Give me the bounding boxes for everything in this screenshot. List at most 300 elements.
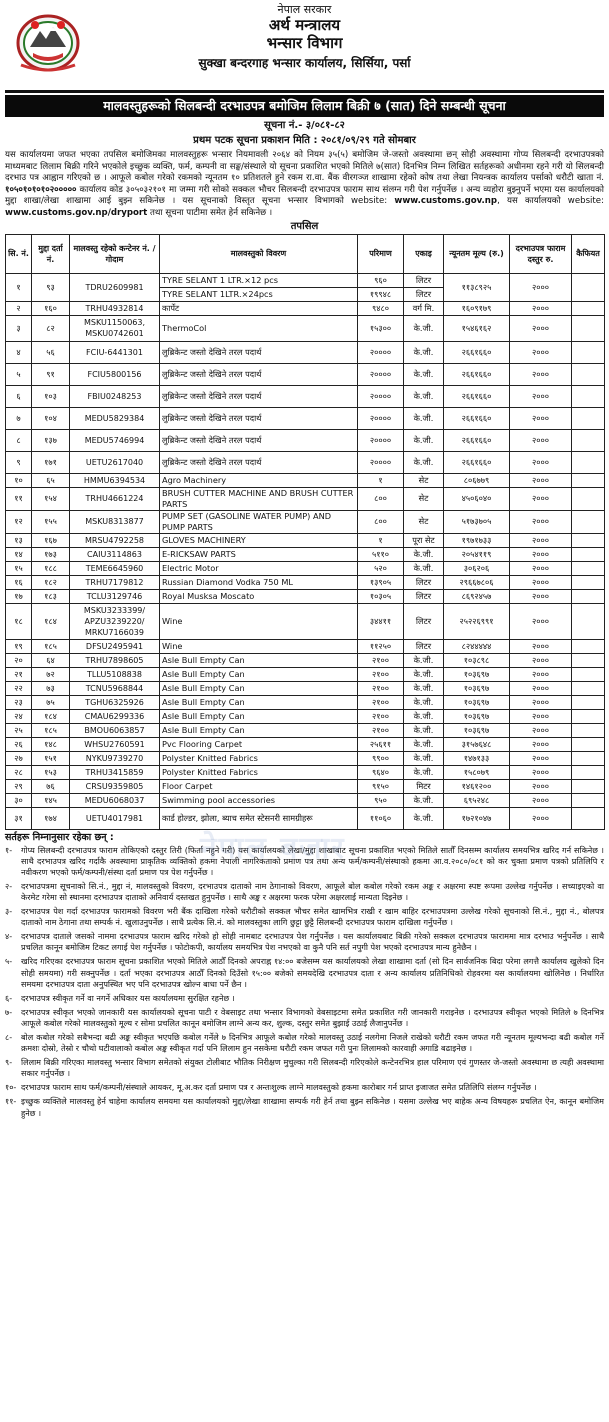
table-row — [6, 451, 605, 473]
table-body — [6, 273, 605, 829]
remarks — [572, 575, 605, 589]
unit: के.जी. — [404, 765, 444, 779]
item-description: Royal Musksa Moscato — [160, 589, 358, 603]
item-description: लुब्रिकेन्ट जस्तो देखिने तरल पदार्थ — [160, 407, 358, 429]
serial-number: २७ — [6, 751, 32, 765]
unit: लिटर — [404, 273, 444, 287]
unit: पूरा सेट — [404, 533, 444, 547]
quantity: १९९४८ — [358, 287, 404, 301]
minimum-price: २६६१६६० — [444, 407, 510, 429]
serial-number: २६ — [6, 737, 32, 751]
serial-number: ५ — [6, 363, 32, 385]
case-number: ६५ — [32, 473, 70, 487]
case-number: १७४ — [32, 807, 70, 829]
container-number: TRHU4932814 — [70, 301, 160, 315]
serial-number: १५ — [6, 561, 32, 575]
minimum-price: ११३८९२५ — [444, 273, 510, 301]
container-number: FCIU-6441301 — [70, 341, 160, 363]
unit: के.जी. — [404, 695, 444, 709]
unit: के.जी. — [404, 315, 444, 341]
form-fee: २००० — [510, 407, 572, 429]
case-number: १५१ — [32, 751, 70, 765]
container-number: MSKU8313877 — [70, 510, 160, 533]
case-number: १५३ — [32, 765, 70, 779]
form-fee: २००० — [510, 589, 572, 603]
table-caption: तपसिल — [290, 220, 319, 232]
column-header: कैफियत — [572, 234, 605, 273]
condition-item — [5, 1032, 604, 1054]
unit: के.जी. — [404, 807, 444, 829]
account-number: १०५०१०१०१०२००००० — [5, 184, 77, 195]
serial-number: २३ — [6, 695, 32, 709]
table-row — [6, 561, 605, 575]
condition-text: इच्छुक व्यक्तिले मालवस्तु हेर्न चाहेमा कार्यालय समयमा यस कार्यालयको मुद्दा/लेखा शाखामा सम्पर्क गरी हेर्न तथा बुझ्न सकिनेछ । यसमा उल्लेख भए बाहेक अन्य विषयहरू प्रचलित ऐन, कानून बमोजिम हुनेछ । — [21, 1096, 604, 1118]
case-number: ७५ — [32, 695, 70, 709]
unit: के.जी. — [404, 681, 444, 695]
quantity: ८०० — [358, 487, 404, 510]
unit: के.जी. — [404, 451, 444, 473]
watermark: नेपाल बजार — [200, 831, 346, 866]
minimum-price: १०३६९७ — [444, 667, 510, 681]
form-fee: २००० — [510, 653, 572, 667]
condition-number: ३- — [5, 906, 13, 917]
column-header: परिमाण — [358, 234, 404, 273]
case-number: ५६ — [32, 341, 70, 363]
quantity: २१०० — [358, 709, 404, 723]
table-row — [6, 751, 605, 765]
item-description: Electric Motor — [160, 561, 358, 575]
container-number: TCNU5968844 — [70, 681, 160, 695]
remarks — [572, 589, 605, 603]
condition-item — [5, 1096, 604, 1118]
quantity: ९१५० — [358, 779, 404, 793]
minimum-price: २६६१६६० — [444, 363, 510, 385]
form-fee: २००० — [510, 451, 572, 473]
column-header: दरभाउपत्र फाराम दस्तुर रु. — [510, 234, 572, 273]
table-row — [6, 407, 605, 429]
minimum-price: १४६१२०० — [444, 779, 510, 793]
container-number: TDRU2609981 — [70, 273, 160, 301]
unit: के.जी. — [404, 653, 444, 667]
quantity: २१०० — [358, 681, 404, 695]
remarks — [572, 737, 605, 751]
form-fee: २००० — [510, 510, 572, 533]
case-number: १८८ — [32, 561, 70, 575]
unit: सेट — [404, 473, 444, 487]
condition-item — [5, 1007, 604, 1029]
remarks — [572, 751, 605, 765]
quantity: २१०० — [358, 667, 404, 681]
case-number: १८४ — [32, 603, 70, 639]
serial-number: १९ — [6, 639, 32, 653]
item-description: Asle Bull Empty Can — [160, 681, 358, 695]
unit: के.जी. — [404, 737, 444, 751]
minimum-price: २६६१६६० — [444, 385, 510, 407]
quantity: १५३०० — [358, 315, 404, 341]
minimum-price: १०३६९७ — [444, 695, 510, 709]
condition-number: ५- — [5, 956, 13, 967]
remarks — [572, 301, 605, 315]
table-row — [6, 533, 605, 547]
quantity: २५६११ — [358, 737, 404, 751]
quantity: २०००० — [358, 363, 404, 385]
minimum-price: ४५०६०४० — [444, 487, 510, 510]
serial-number: १८ — [6, 603, 32, 639]
condition-number: १०- — [5, 1082, 17, 1093]
form-fee: २००० — [510, 301, 572, 315]
quantity: ५२० — [358, 561, 404, 575]
conditions-list — [5, 845, 604, 1119]
form-fee: २००० — [510, 667, 572, 681]
condition-item — [5, 1057, 604, 1079]
unit: के.जी. — [404, 793, 444, 807]
serial-number: ६ — [6, 385, 32, 407]
department-name: भन्सार विभाग — [266, 34, 343, 52]
remarks — [572, 473, 605, 487]
container-number: TRHU3415859 — [70, 765, 160, 779]
minimum-price: २६६१६६० — [444, 429, 510, 451]
form-fee: २००० — [510, 723, 572, 737]
case-number: ७३ — [32, 681, 70, 695]
container-number: BMOU6063857 — [70, 723, 160, 737]
unit: मिटर — [404, 779, 444, 793]
serial-number: ३१ — [6, 807, 32, 829]
form-fee: २००० — [510, 273, 572, 301]
condition-text: दरभाउपत्रमा सूचनाको सि.नं., मुद्दा नं, मालवस्तुको विवरण, दरभाउपत्र दाताको नाम ठेगानाको विवरण, आफूले बोल कबोल गरेको रकम अङ्क र अक्षरमा स्पष्ट रूपमा उल्लेख गर्नुपर्नेछ । सच्याइएको वा केरमेट गरेमा सो स्थानमा दरभाउपत्र दाताको अनिवार्य दस्तखत हुनुपर्नेछ । साथै अङ्क र अक्षरमा फरक परेमा अक्षरलाई मान्यता दिइनेछ । — [21, 880, 604, 902]
item-description: Asle Bull Empty Can — [160, 653, 358, 667]
table-row — [6, 681, 605, 695]
table-row — [6, 315, 605, 341]
case-number: १८२ — [32, 575, 70, 589]
minimum-price: १७२१०४७ — [444, 807, 510, 829]
container-number: CAIU3114863 — [70, 547, 160, 561]
quantity: ८०० — [358, 510, 404, 533]
remarks — [572, 765, 605, 779]
condition-number: ७- — [5, 1006, 13, 1017]
condition-number: ६- — [5, 992, 13, 1003]
column-header: मुद्दा दर्ता नं. — [32, 234, 70, 273]
item-description: PUMP SET (GASOLINE WATER PUMP) AND PUMP PARTS — [160, 510, 358, 533]
minimum-price: २०५४११९ — [444, 547, 510, 561]
form-fee: २००० — [510, 765, 572, 779]
container-number: FCIU5800156 — [70, 363, 160, 385]
quantity: १ — [358, 533, 404, 547]
condition-number: ८- — [5, 1031, 13, 1042]
container-number: TRHU7898605 — [70, 653, 160, 667]
minimum-price: १०३६९७ — [444, 709, 510, 723]
container-number: UETU2617040 — [70, 451, 160, 473]
form-fee: २००० — [510, 779, 572, 793]
serial-number: २४ — [6, 709, 32, 723]
quantity: ९६० — [358, 273, 404, 287]
unit: लिटर — [404, 603, 444, 639]
unit: सेट — [404, 487, 444, 510]
item-description: E-RICKSAW PARTS — [160, 547, 358, 561]
item-description: Pvc Flooring Carpet — [160, 737, 358, 751]
customs-website-link[interactable]: www.customs.gov.np — [394, 196, 498, 207]
quantity: ३४४११ — [358, 603, 404, 639]
form-fee: २००० — [510, 487, 572, 510]
item-description: BRUSH CUTTER MACHINE AND BRUSH CUTTER PARTS — [160, 487, 358, 510]
dryport-website-link[interactable]: www.customs.gov.np/dryport — [5, 207, 148, 218]
serial-number: २५ — [6, 723, 32, 737]
condition-text: दरभाउपत्र स्वीकृत भएको जानकारी यस कार्यालयको सूचना पाटी र वेबसाइट तथा भन्सार विभागको वेबसाइटमा समेत प्रकाशित गरी जानकारी गराइनेछ । दरभाउपत्र स्वीकृत भएको मितिले ७ दिनभित्र आफूले कबोल गरेको मालवस्तुको मूल्य र सोमा प्रचलित कानून बमोजिम लाग्ने अन्य कर, शुल्क, दस्तुर समेत बुझाई उठाई लैजानुपर्नेछ । — [21, 1006, 604, 1028]
container-number: CRSU9359805 — [70, 779, 160, 793]
form-fee: २००० — [510, 429, 572, 451]
container-number: TLLU5108838 — [70, 667, 160, 681]
remarks — [572, 451, 605, 473]
minimum-price: २९६६७८०६ — [444, 575, 510, 589]
serial-number: २८ — [6, 765, 32, 779]
item-description: Asle Bull Empty Can — [160, 695, 358, 709]
intro-text-4: तथा सूचना पाटीमा समेत हेर्न सकिनेछ । — [147, 207, 273, 218]
unit: के.जी. — [404, 407, 444, 429]
unit: के.जी. — [404, 547, 444, 561]
remarks — [572, 603, 605, 639]
table-row — [6, 765, 605, 779]
minimum-price: ८२४४४४४ — [444, 639, 510, 653]
remarks — [572, 363, 605, 385]
item-description: GLOVES MACHINERY — [160, 533, 358, 547]
container-number: MEDU5829384 — [70, 407, 160, 429]
item-description: Wine — [160, 639, 358, 653]
condition-text: दरभाउपत्र फाराम साथ फर्म/कम्पनी/संस्थाले आयकर, मू.अ.कर दर्ता प्रमाण पत्र र अन्तःशुल्क लाग्ने मालवस्तुको हकमा कारोबार गर्न प्राप्त इजाजत समेत प्रतिलिपि संलग्न गर्नुपर्नेछ । — [21, 1082, 537, 1093]
form-fee: २००० — [510, 315, 572, 341]
container-number: TGHU6325926 — [70, 695, 160, 709]
form-fee: २००० — [510, 473, 572, 487]
quantity: ९६४० — [358, 765, 404, 779]
serial-number: २२ — [6, 681, 32, 695]
form-fee: २००० — [510, 561, 572, 575]
table-row — [6, 653, 605, 667]
serial-number: १४ — [6, 547, 32, 561]
form-fee: २००० — [510, 639, 572, 653]
remarks — [572, 547, 605, 561]
condition-text: दरभाउपत्र पेश गर्दा दरभाउपत्र फारामको विवरण भरी बैंक दाखिला गरेको धरौटीको सक्कल भौचर समेत खामभित्र राखी र खाम बाहिर दरभाउपत्रमा उल्लेख गरेको सूचनाको सि.नं., मुद्दा नं., बोलपत्र दाताको नाम ठेगाना तथा सम्पर्क नं. खुलाउनुपर्नेछ । साथै प्रत्येक सि.नं. को मालवस्तुका लागि छुट्टा छुट्टै सिलबन्दी दरभाउपत्र फाराम दाखिला गर्नुपर्नेछ । — [21, 906, 604, 928]
container-number: NYKU9739270 — [70, 751, 160, 765]
table-row — [6, 695, 605, 709]
office-name: सुक्खा बन्दरगाह भन्सार कार्यालय, सिर्सिया, पर्सा — [198, 56, 411, 70]
table-row — [6, 723, 605, 737]
unit: सेट — [404, 510, 444, 533]
remarks — [572, 385, 605, 407]
condition-number: १- — [5, 844, 13, 855]
unit: के.जी. — [404, 561, 444, 575]
table-row — [6, 737, 605, 751]
condition-text: दरभाउपत्र दाताले जसको नाममा दरभाउपत्र फाराम खरिद गरेको हो सोही नामबाट दरभाउपत्र पेश गर्नुपर्नेछ । यस कार्यालयबाट बिक्री गरेको सक्कल दरभाउपत्र फाराममा मात्र दरभाउ भर्नुपर्नेछ । साथै प्रचलित कानून बमोजिम टिकट लगाई पेश गर्नुपर्नेछ । फोटोकपी, कार्यालय समयभित्र पेश नभएको वा कुनै पनि सर्त नपुगी पेश भएको दरभाउपत्र मान्य हुनेछैन । — [21, 931, 604, 953]
table-row — [6, 510, 605, 533]
minimum-price: ५१७३७०५ — [444, 510, 510, 533]
case-number: १४८ — [32, 737, 70, 751]
form-fee: २००० — [510, 385, 572, 407]
table-row — [6, 429, 605, 451]
case-number: १८३ — [32, 589, 70, 603]
column-header: सि. नं. — [6, 234, 32, 273]
serial-number: २ — [6, 301, 32, 315]
intro-paragraph — [5, 150, 604, 220]
minimum-price: १०३६९७ — [444, 681, 510, 695]
remarks — [572, 429, 605, 451]
serial-number: ११ — [6, 487, 32, 510]
quantity: २०००० — [358, 451, 404, 473]
condition-item — [5, 1082, 604, 1093]
container-number: TEME6645960 — [70, 561, 160, 575]
condition-number: ९- — [5, 1057, 13, 1068]
remarks — [572, 639, 605, 653]
container-number: HMMU6394534 — [70, 473, 160, 487]
remarks — [572, 315, 605, 341]
minimum-price: १०३६९७ — [444, 723, 510, 737]
case-number: १४५ — [32, 793, 70, 807]
form-fee: २००० — [510, 681, 572, 695]
table-row — [6, 779, 605, 793]
serial-number: १३ — [6, 533, 32, 547]
container-number: TCLU3129746 — [70, 589, 160, 603]
table-header-row — [6, 234, 605, 273]
container-number: MEDU5746994 — [70, 429, 160, 451]
remarks — [572, 793, 605, 807]
minimum-price: २६६१६६० — [444, 341, 510, 363]
case-number: १६० — [32, 301, 70, 315]
conditions-title: सर्तहरू निम्नानुसार रहेका छन् : — [5, 831, 114, 843]
item-description: Agro Machinery — [160, 473, 358, 487]
item-description: Polyster Knitted Fabrics — [160, 751, 358, 765]
quantity: २१०० — [358, 653, 404, 667]
remarks — [572, 695, 605, 709]
minimum-price: १६०९१७९ — [444, 301, 510, 315]
condition-number: ४- — [5, 931, 13, 942]
minimum-price: १५४६१६२ — [444, 315, 510, 341]
unit: के.जी. — [404, 667, 444, 681]
quantity: ९९०० — [358, 751, 404, 765]
minimum-price: ३०६२०६ — [444, 561, 510, 575]
minimum-price: ८०६७७९ — [444, 473, 510, 487]
condition-text: बोल कबोल गरेको सबैभन्दा बढी अङ्क स्वीकृत भएपछि कबोल गर्नेले ७ दिनभित्र आफूले कबोल गरेको मालवस्तु उठाई नलगेमा निजले राखेको धरौटी रकम जफत गरी न्यूनतम मूल्यभन्दा बढी कबोल गर्ने क्रमशः दोस्रो, तेस्रो र चौथो घटीवालाको कबोल अङ्क स्वीकृत गर्दा पनि लिलाम हुन नसकेमा धरौटी रकम जफत गरी पुनः लिलामको कारवाही अगाडि बढाइनेछ । — [21, 1031, 604, 1054]
item-description: ThermoCol — [160, 315, 358, 341]
unit: लिटर — [404, 639, 444, 653]
case-number: १८५ — [32, 723, 70, 737]
case-number: ६४ — [32, 653, 70, 667]
table-row — [6, 363, 605, 385]
item-description: Floor Carpet — [160, 779, 358, 793]
case-number: ७२ — [32, 667, 70, 681]
container-number: TRHU4661224 — [70, 487, 160, 510]
table-row — [6, 487, 605, 510]
remarks — [572, 681, 605, 695]
publication-date: प्रथम पटक सूचना प्रकाशन मिति : २०८१/०९/२९ गते सोमबार — [193, 135, 416, 146]
case-number: १५४ — [32, 487, 70, 510]
case-number: १७३ — [32, 547, 70, 561]
remarks — [572, 667, 605, 681]
quantity: १३९०५ — [358, 575, 404, 589]
form-fee: २००० — [510, 575, 572, 589]
unit: के.जी. — [404, 709, 444, 723]
header — [5, 3, 604, 87]
table-row — [6, 603, 605, 639]
unit: लिटर — [404, 287, 444, 301]
form-fee: २००० — [510, 793, 572, 807]
form-fee: २००० — [510, 709, 572, 723]
condition-text: दरभाउपत्र स्वीकृत गर्ने वा नगर्ने अधिकार यस कार्यालयमा सुरक्षित रहनेछ । — [21, 992, 235, 1003]
column-header: एकाइ — [404, 234, 444, 273]
table-row — [6, 589, 605, 603]
case-number: १८४ — [32, 709, 70, 723]
remarks — [572, 653, 605, 667]
minimum-price: ८६९२४५७ — [444, 589, 510, 603]
minimum-price: १९७१७३३ — [444, 533, 510, 547]
minimum-price: १५८०७९ — [444, 765, 510, 779]
unit: के.जी. — [404, 385, 444, 407]
item-description: लुब्रिकेन्ट जस्तो देखिने तरल पदार्थ — [160, 363, 358, 385]
table-row — [6, 385, 605, 407]
container-number: FBIU0248253 — [70, 385, 160, 407]
item-description: TYRE SELANT 1 LTR.×12 pcs — [160, 273, 358, 287]
unit: के.जी. — [404, 429, 444, 451]
form-fee: २००० — [510, 751, 572, 765]
case-number: १८५ — [32, 639, 70, 653]
container-number: MRSU4792258 — [70, 533, 160, 547]
case-number: १५५ — [32, 510, 70, 533]
form-fee: २००० — [510, 341, 572, 363]
item-description: Polyster Knitted Fabrics — [160, 765, 358, 779]
unit: के.जी. — [404, 363, 444, 385]
serial-number: १२ — [6, 510, 32, 533]
quantity: २१०० — [358, 723, 404, 737]
quantity: २०००० — [358, 407, 404, 429]
condition-number: २- — [5, 880, 13, 891]
table-row — [6, 575, 605, 589]
container-number: DFSU2495941 — [70, 639, 160, 653]
remarks — [572, 561, 605, 575]
gov-name: नेपाल सरकार — [277, 3, 332, 16]
container-number: MSKU3233399/ APZU3239220/ MRKU7166039 — [70, 603, 160, 639]
case-number: १०३ — [32, 385, 70, 407]
serial-number: १७ — [6, 589, 32, 603]
case-number: ९३ — [32, 273, 70, 301]
case-number: १३७ — [32, 429, 70, 451]
minimum-price: ६९५२४८ — [444, 793, 510, 807]
serial-number: १ — [6, 273, 32, 301]
condition-number: ११- — [5, 1096, 17, 1107]
quantity: २०००० — [358, 341, 404, 363]
column-header: मालवस्तु रहेको कन्टेनर नं. / गोदाम — [70, 234, 160, 273]
condition-item — [5, 956, 604, 989]
unit: के.जी. — [404, 751, 444, 765]
unit: लिटर — [404, 575, 444, 589]
remarks — [572, 779, 605, 793]
item-description: लुब्रिकेन्ट जस्तो देखिने तरल पदार्थ — [160, 385, 358, 407]
remarks — [572, 341, 605, 363]
nepal-emblem-icon — [13, 9, 83, 73]
notice-title: मालवस्तुहरूको सिलबन्दी दरभाउपत्र बमोजिम लिलाम बिक्री ७ (सात) दिने सम्बन्धी सूचना — [5, 95, 604, 117]
case-number: १०४ — [32, 407, 70, 429]
condition-item — [5, 931, 604, 953]
condition-item — [5, 906, 604, 928]
table-row — [6, 793, 605, 807]
quantity: ११०६० — [358, 807, 404, 829]
item-description: Wine — [160, 603, 358, 639]
auction-items-table — [5, 234, 605, 830]
remarks — [572, 273, 605, 301]
condition-text: लिलाम बिक्री गरिएका मालवस्तु भन्सार विभाग समेतको संयुक्त टोलीबाट भौतिक निरीक्षण मुचुल्का गरी सिलबन्दी गरिएकोले कन्टेनरभित्र हाल परिमाण एवं गुणस्तर जे-जस्तो अवस्थामा छ त्यही अवस्थामा सकार गर्नुपर्नेछ । — [21, 1057, 604, 1079]
serial-number: ८ — [6, 429, 32, 451]
remarks — [572, 807, 605, 829]
item-description: लुब्रिकेन्ट जस्तो देखिने तरल पदार्थ — [160, 451, 358, 473]
serial-number: ७ — [6, 407, 32, 429]
remarks — [572, 487, 605, 510]
notice-number: सूचना नं.- ३/०८१-८२ — [264, 120, 345, 131]
quantity: १ — [358, 473, 404, 487]
